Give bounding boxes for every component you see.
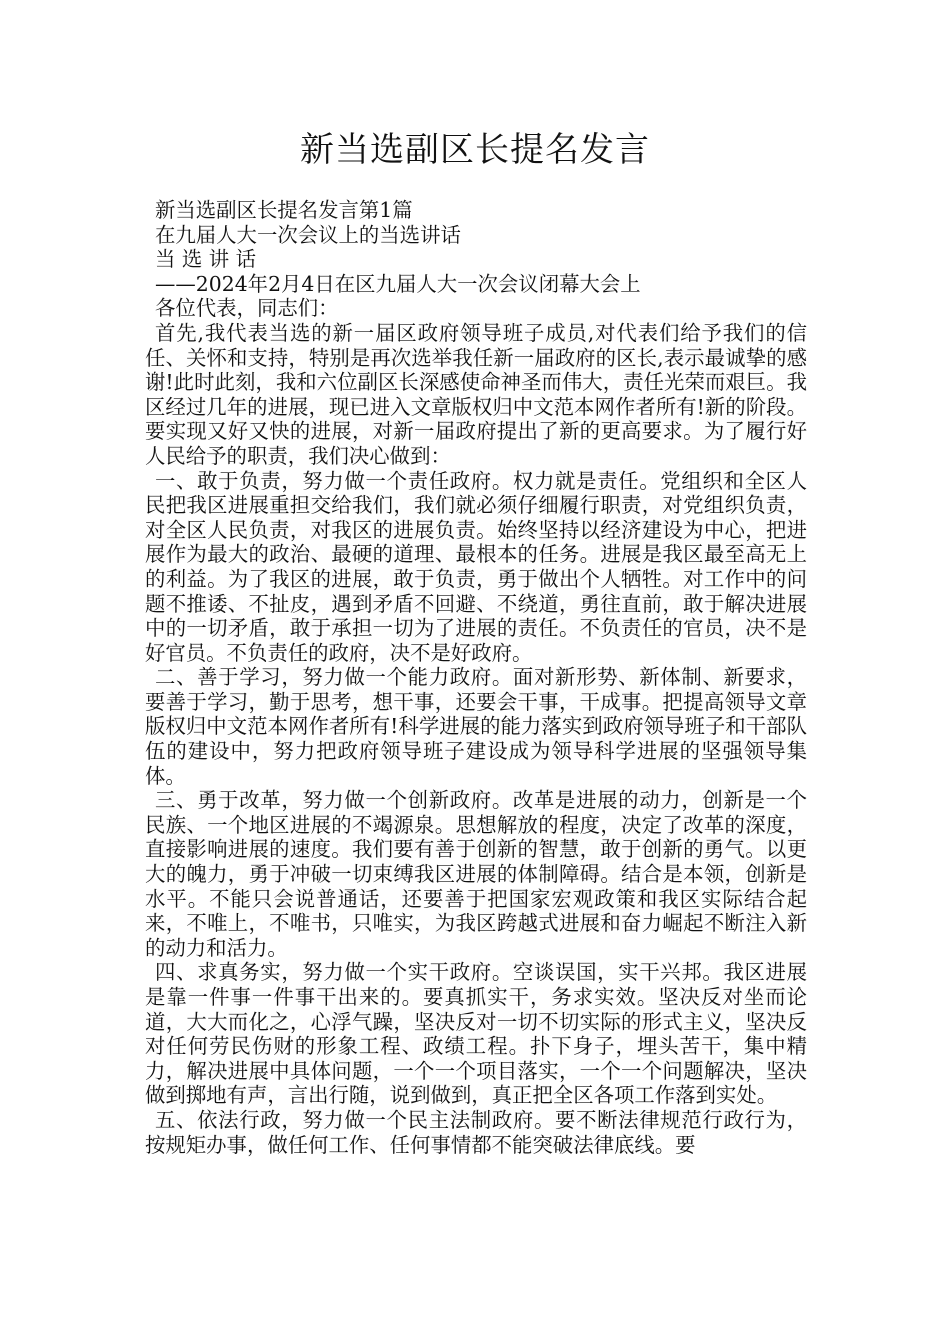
document-title: 新当选副区长提名发言 <box>300 130 650 170</box>
speech-heading: 在九届人大一次会议上的当选讲话 <box>155 222 461 247</box>
document-body <box>145 198 807 1157</box>
paragraph-point-2: 二、善于学习，努力做一个能力政府。面对新形势、新体制、新要求，要善于学习，勤于思考，想干事，还要会干事，干成事。把提高领导文章版权归中文范本网作者所有!科学进展的能力落实到政府领导班子和干部队伍的建设中，努力把政府领导班子建设成为领导科学进展的坚强领导集体。 <box>145 665 807 788</box>
paragraph-intro: 首先,我代表当选的新一届区政府领导班子成员,对代表们给予我们的信任、关怀和支持，特别是再次选举我任新一届政府的区长,表示最诚挚的感谢!此时此刻，我和六位副区长深感使命神圣而伟大，责任光荣而艰巨。我区经过几年的进展，现已进入文章版权归中文范本网作者所有!新的阶段。要实现又好又快的进展，对新一届政府提出了新的更高要求。为了履行好人民给予的职责，我们决心做到： <box>145 320 807 468</box>
salutation: 各位代表，同志们： <box>155 296 339 321</box>
speech-label: 当 选 讲 话 <box>155 247 257 272</box>
paragraph-point-5: 五、依法行政，努力做一个民主法制政府。要不断法律规范行政行为，按规矩办事，做任何工作、任何事情都不能突破法律底线。要 <box>145 1107 807 1157</box>
subtitle-line: 新当选副区长提名发言第1篇 <box>155 198 413 222</box>
paragraph-point-1: 一、敢于负责，努力做一个责任政府。权力就是责任。党组织和全区人民把我区进展重担交给我们，我们就必须仔细履行职责，对党组织负责，对全区人民负责，对我区的进展负责。始终坚持以经济建设为中心，把进展作为最大的政治、最硬的道理、最根本的任务。进展是我区最至高无上的利益。为了我区的进展，敢于负责，勇于做出个人牺牲。对工作中的问题不推诿、不扯皮，遇到矛盾不回避、不绕道，勇往直前，敢于解决进展中的一切矛盾，敢于承担一切为了进展的责任。不负责任的官员，决不是好官员。不负责任的政府，决不是好政府。 <box>145 468 807 665</box>
paragraph-point-4: 四、求真务实，努力做一个实干政府。空谈误国，实干兴邦。我区进展是靠一件事一件事干出来的。要真抓实干，务求实效。坚决反对坐而论道，大大而化之，心浮气躁，坚决反对一切不切实际的形式主义，坚决反对任何劳民伤财的形象工程、政绩工程。扑下身子，埋头苦干，集中精力，解决进展中具体问题，一个一个项目落实，一个一个问题解决，坚决做到掷地有声，言出行随，说到做到，真正把全区各项工作落到实处。 <box>145 960 807 1108</box>
speech-date-line: ——2024年2月4日在区九届人大一次会议闭幕大会上 <box>155 271 641 296</box>
paragraph-point-3: 三、勇于改革，努力做一个创新政府。改革是进展的动力，创新是一个民族、一个地区进展的不竭源泉。思想解放的程度，决定了改革的深度，直接影响进展的速度。我们要有善于创新的智慧，敢于创新的勇气。以更大的魄力，勇于冲破一切束缚我区进展的体制障碍。结合是本领，创新是水平。不能只会说普通话，还要善于把国家宏观政策和我区实际结合起来，不唯上，不唯书，只唯实，为我区跨越式进展和奋力崛起不断注入新的动力和活力。 <box>145 788 807 960</box>
